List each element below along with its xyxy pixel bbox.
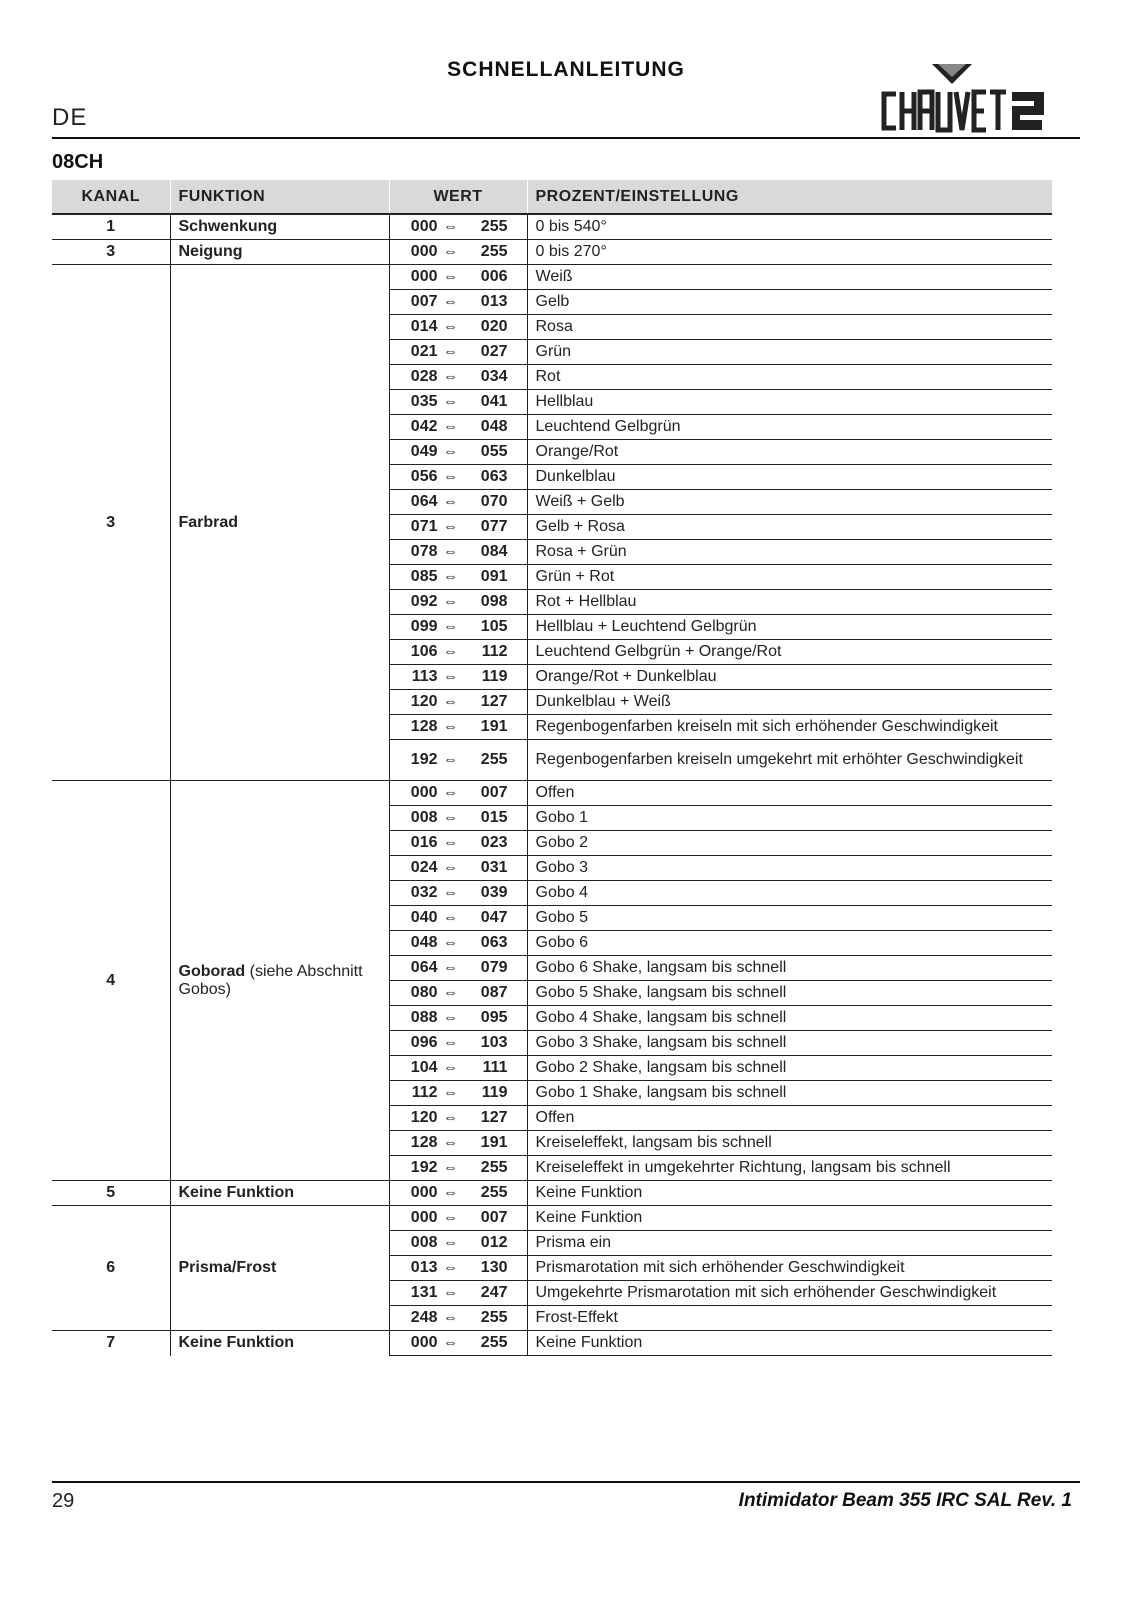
- value-from: 085: [410, 568, 438, 585]
- value-to: 055: [480, 443, 508, 460]
- value-from: 042: [410, 418, 438, 435]
- value-from: 092: [410, 593, 438, 610]
- value-to: 091: [480, 568, 508, 585]
- page-number: 29: [52, 1490, 75, 1512]
- range-arrow-icon: ⇔: [443, 443, 458, 460]
- dmx-value-range: [389, 1056, 527, 1081]
- value-from: 021: [410, 343, 438, 360]
- value-to: 012: [480, 1234, 508, 1251]
- dmx-value-range: [389, 715, 527, 740]
- setting-description: Rot: [527, 365, 1052, 390]
- value-from: 000: [410, 218, 438, 235]
- function-name: Schwenkung: [178, 218, 278, 235]
- value-from: 080: [410, 984, 438, 1001]
- value-from: 008: [410, 1234, 438, 1251]
- setting-description: Gobo 3 Shake, langsam bis schnell: [527, 1031, 1052, 1056]
- range-arrow-icon: ⇔: [443, 784, 458, 801]
- range-arrow-icon: ⇔: [443, 984, 458, 1001]
- column-header-wert: WERT: [389, 180, 527, 214]
- range-arrow-icon: ⇔: [443, 834, 458, 851]
- dmx-value-range: [389, 1281, 527, 1306]
- value-from: 128: [410, 1134, 438, 1151]
- value-to: 006: [480, 268, 508, 285]
- range-arrow-icon: ⇔: [443, 568, 458, 585]
- setting-description: Orange/Rot + Dunkelblau: [527, 665, 1052, 690]
- range-arrow-icon: ⇔: [443, 909, 458, 926]
- value-from: 032: [410, 884, 438, 901]
- dmx-value-range: [389, 340, 527, 365]
- value-from: 064: [410, 493, 438, 510]
- setting-description: Weiß: [527, 265, 1052, 290]
- setting-description: Kreiseleffekt in umgekehrter Richtung, langsam bis schnell: [527, 1156, 1052, 1181]
- range-arrow-icon: ⇔: [443, 1334, 458, 1351]
- range-arrow-icon: ⇔: [443, 218, 458, 235]
- value-from: 192: [410, 751, 438, 768]
- value-to: 031: [480, 859, 508, 876]
- value-to: 063: [480, 934, 508, 951]
- function-name: Neigung: [178, 243, 243, 260]
- value-to: 098: [480, 593, 508, 610]
- dmx-value-range: [389, 540, 527, 565]
- language-code: DE: [52, 104, 88, 131]
- setting-description: 0 bis 540°: [527, 214, 1052, 240]
- value-from: 248: [410, 1309, 438, 1326]
- range-arrow-icon: ⇔: [443, 1084, 458, 1101]
- setting-description: Gobo 4 Shake, langsam bis schnell: [527, 1006, 1052, 1031]
- dmx-value-range: [389, 906, 527, 931]
- setting-description: Gobo 1: [527, 806, 1052, 831]
- dmx-value-range: [389, 1106, 527, 1131]
- value-from: 099: [410, 618, 438, 635]
- range-arrow-icon: ⇔: [443, 859, 458, 876]
- dmx-value-range: [389, 981, 527, 1006]
- value-from: 049: [410, 443, 438, 460]
- value-from: 113: [411, 668, 438, 685]
- setting-description: Weiß + Gelb: [527, 490, 1052, 515]
- value-from: 008: [410, 809, 438, 826]
- channel-function: [170, 1206, 389, 1331]
- dmx-value-range: [389, 214, 527, 240]
- value-to: 130: [480, 1259, 508, 1276]
- value-to: 070: [480, 493, 508, 510]
- range-arrow-icon: ⇔: [443, 693, 458, 710]
- value-from: 056: [410, 468, 438, 485]
- dmx-value-range: [389, 1131, 527, 1156]
- dmx-value-range: [389, 881, 527, 906]
- dmx-value-range: [389, 956, 527, 981]
- value-from: 131: [410, 1284, 438, 1301]
- range-arrow-icon: ⇔: [443, 618, 458, 635]
- value-from: 000: [410, 1334, 438, 1351]
- dmx-value-range: [389, 1306, 527, 1331]
- setting-description: Leuchtend Gelbgrün: [527, 415, 1052, 440]
- value-to: 255: [480, 1184, 508, 1201]
- setting-description: Orange/Rot: [527, 440, 1052, 465]
- dmx-value-range: [389, 690, 527, 715]
- value-to: 023: [480, 834, 508, 851]
- table-row: [52, 1181, 1052, 1206]
- channel-function: [170, 781, 389, 1181]
- value-to: 127: [480, 1109, 508, 1126]
- value-from: 088: [410, 1009, 438, 1026]
- value-from: 007: [410, 293, 438, 310]
- table-header-row: [52, 180, 1052, 214]
- dmx-value-range: [389, 490, 527, 515]
- setting-description: Grün + Rot: [527, 565, 1052, 590]
- value-from: 112: [411, 1084, 438, 1101]
- dmx-value-range: [389, 1231, 527, 1256]
- value-to: 007: [480, 784, 508, 801]
- setting-description: Gobo 1 Shake, langsam bis schnell: [527, 1081, 1052, 1106]
- range-arrow-icon: ⇔: [443, 718, 458, 735]
- setting-description: Regenbogenfarben kreiseln umgekehrt mit erhöhter Geschwindigkeit: [527, 740, 1052, 781]
- channel-number: 7: [52, 1331, 170, 1356]
- channel-function: [170, 240, 389, 265]
- setting-description: Gobo 5: [527, 906, 1052, 931]
- setting-description: Keine Funktion: [527, 1181, 1052, 1206]
- dmx-value-range: [389, 565, 527, 590]
- value-to: 191: [480, 718, 508, 735]
- channel-number: 3: [52, 265, 170, 781]
- setting-description: Gelb: [527, 290, 1052, 315]
- value-to: 079: [480, 959, 508, 976]
- value-to: 063: [480, 468, 508, 485]
- dmx-value-range: [389, 615, 527, 640]
- value-from: 096: [410, 1034, 438, 1051]
- dmx-value-range: [389, 1181, 527, 1206]
- dmx-value-range: [389, 415, 527, 440]
- value-from: 024: [410, 859, 438, 876]
- channel-function: [170, 1181, 389, 1206]
- range-arrow-icon: ⇔: [443, 1134, 458, 1151]
- value-from: 000: [410, 268, 438, 285]
- dmx-value-range: [389, 315, 527, 340]
- table-body: [52, 214, 1052, 1356]
- dmx-value-range: [389, 931, 527, 956]
- header-rule: [52, 137, 1080, 139]
- range-arrow-icon: ⇔: [443, 1184, 458, 1201]
- value-to: 034: [480, 368, 508, 385]
- range-arrow-icon: ⇔: [443, 1059, 458, 1076]
- range-arrow-icon: ⇔: [443, 1009, 458, 1026]
- value-to: 084: [480, 543, 508, 560]
- setting-description: Rot + Hellblau: [527, 590, 1052, 615]
- dmx-value-range: [389, 590, 527, 615]
- table-row: [52, 1206, 1052, 1231]
- setting-description: Prisma ein: [527, 1231, 1052, 1256]
- setting-description: Offen: [527, 1106, 1052, 1131]
- dmx-value-range: [389, 831, 527, 856]
- value-from: 000: [410, 1184, 438, 1201]
- function-name: Keine Funktion: [178, 1184, 295, 1201]
- value-to: 103: [480, 1034, 508, 1051]
- dmx-value-range: [389, 465, 527, 490]
- setting-description: Grün: [527, 340, 1052, 365]
- setting-description: Regenbogenfarben kreiseln mit sich erhöhender Geschwindigkeit: [527, 715, 1052, 740]
- range-arrow-icon: ⇔: [443, 518, 458, 535]
- dmx-value-range: [389, 390, 527, 415]
- range-arrow-icon: ⇔: [443, 1034, 458, 1051]
- setting-description: Leuchtend Gelbgrün + Orange/Rot: [527, 640, 1052, 665]
- range-arrow-icon: ⇔: [443, 543, 458, 560]
- value-to: 255: [480, 218, 508, 235]
- dmx-value-range: [389, 640, 527, 665]
- value-to: 255: [480, 243, 508, 260]
- value-from: 014: [410, 318, 438, 335]
- setting-description: Gobo 2 Shake, langsam bis schnell: [527, 1056, 1052, 1081]
- setting-description: Kreiseleffekt, langsam bis schnell: [527, 1131, 1052, 1156]
- setting-description: Rosa: [527, 315, 1052, 340]
- value-from: 104: [410, 1059, 438, 1076]
- value-to: 255: [480, 1309, 508, 1326]
- setting-description: Dunkelblau + Weiß: [527, 690, 1052, 715]
- range-arrow-icon: ⇔: [443, 1109, 458, 1126]
- value-to: 119: [481, 1084, 508, 1101]
- dmx-channel-table: [52, 180, 1052, 1356]
- value-to: 127: [480, 693, 508, 710]
- channel-function: [170, 214, 389, 240]
- dmx-value-range: [389, 1206, 527, 1231]
- value-to: 041: [480, 393, 508, 410]
- range-arrow-icon: ⇔: [443, 468, 458, 485]
- value-to: 015: [480, 809, 508, 826]
- setting-description: Gobo 6: [527, 931, 1052, 956]
- table-row: [52, 240, 1052, 265]
- setting-description: Keine Funktion: [527, 1331, 1052, 1356]
- range-arrow-icon: ⇔: [443, 1159, 458, 1176]
- value-to: 255: [480, 1159, 508, 1176]
- value-to: 077: [480, 518, 508, 535]
- dmx-value-range: [389, 1156, 527, 1181]
- range-arrow-icon: ⇔: [443, 1209, 458, 1226]
- setting-description: Offen: [527, 781, 1052, 806]
- setting-description: Prismarotation mit sich erhöhender Geschwindigkeit: [527, 1256, 1052, 1281]
- table-row: [52, 265, 1052, 290]
- range-arrow-icon: ⇔: [443, 1234, 458, 1251]
- value-to: 047: [480, 909, 508, 926]
- setting-description: Gelb + Rosa: [527, 515, 1052, 540]
- channel-number: 6: [52, 1206, 170, 1331]
- range-arrow-icon: ⇔: [443, 643, 458, 660]
- range-arrow-icon: ⇔: [443, 293, 458, 310]
- value-from: 048: [410, 934, 438, 951]
- value-from: 035: [410, 393, 438, 410]
- section-title: 08CH: [52, 151, 104, 173]
- column-header-einstellung: PROZENT/EINSTELLUNG: [527, 180, 1052, 214]
- function-note: (siehe Abschnitt Gobos): [178, 962, 363, 998]
- dmx-value-range: [389, 1256, 527, 1281]
- range-arrow-icon: ⇔: [443, 884, 458, 901]
- value-from: 078: [410, 543, 438, 560]
- channel-function: [170, 1331, 389, 1356]
- dmx-value-range: [389, 290, 527, 315]
- range-arrow-icon: ⇔: [443, 418, 458, 435]
- setting-description: 0 bis 270°: [527, 240, 1052, 265]
- range-arrow-icon: ⇔: [443, 268, 458, 285]
- setting-description: Dunkelblau: [527, 465, 1052, 490]
- value-to: 020: [480, 318, 508, 335]
- setting-description: Gobo 2: [527, 831, 1052, 856]
- value-from: 120: [410, 693, 438, 710]
- value-to: 191: [480, 1134, 508, 1151]
- value-to: 087: [480, 984, 508, 1001]
- range-arrow-icon: ⇔: [443, 1309, 458, 1326]
- setting-description: Gobo 3: [527, 856, 1052, 881]
- value-to: 039: [480, 884, 508, 901]
- value-to: 247: [480, 1284, 508, 1301]
- value-from: 016: [410, 834, 438, 851]
- range-arrow-icon: ⇔: [443, 243, 458, 260]
- value-from: 106: [410, 643, 438, 660]
- value-to: 111: [482, 1059, 508, 1076]
- dmx-value-range: [389, 806, 527, 831]
- table-row: [52, 1331, 1052, 1356]
- range-arrow-icon: ⇔: [443, 318, 458, 335]
- chauvet-dj-logo: [880, 62, 1070, 138]
- channel-number: 5: [52, 1181, 170, 1206]
- setting-description: Hellblau + Leuchtend Gelbgrün: [527, 615, 1052, 640]
- range-arrow-icon: ⇔: [443, 343, 458, 360]
- dmx-value-range: [389, 1006, 527, 1031]
- range-arrow-icon: ⇔: [443, 809, 458, 826]
- range-arrow-icon: ⇔: [443, 493, 458, 510]
- value-from: 064: [410, 959, 438, 976]
- dmx-value-range: [389, 265, 527, 290]
- setting-description: Hellblau: [527, 390, 1052, 415]
- channel-number: 3: [52, 240, 170, 265]
- dmx-value-range: [389, 781, 527, 806]
- range-arrow-icon: ⇔: [443, 751, 458, 768]
- channel-function: [170, 265, 389, 781]
- value-from: 192: [410, 1159, 438, 1176]
- document-title: Intimidator Beam 355 IRC SAL Rev. 1: [738, 1490, 1072, 1511]
- range-arrow-icon: ⇔: [443, 1259, 458, 1276]
- range-arrow-icon: ⇔: [443, 368, 458, 385]
- value-to: 027: [480, 343, 508, 360]
- value-from: 040: [410, 909, 438, 926]
- page-title: SCHNELLANLEITUNG: [447, 58, 685, 81]
- range-arrow-icon: ⇔: [443, 934, 458, 951]
- value-from: 128: [410, 718, 438, 735]
- dmx-value-range: [389, 1331, 527, 1356]
- value-to: 048: [480, 418, 508, 435]
- column-header-kanal: KANAL: [52, 180, 170, 214]
- function-name: Keine Funktion: [178, 1334, 295, 1352]
- channel-number: 1: [52, 214, 170, 240]
- table-row: [52, 781, 1052, 806]
- dmx-value-range: [389, 440, 527, 465]
- value-from: 013: [410, 1259, 438, 1276]
- value-to: 007: [480, 1209, 508, 1226]
- table-row: [52, 214, 1052, 240]
- setting-description: Keine Funktion: [527, 1206, 1052, 1231]
- setting-description: Umgekehrte Prismarotation mit sich erhöhender Geschwindigkeit: [527, 1281, 1052, 1306]
- setting-description: Frost-Effekt: [527, 1306, 1052, 1331]
- dmx-value-range: [389, 365, 527, 390]
- setting-description: Rosa + Grün: [527, 540, 1052, 565]
- dmx-value-range: [389, 1031, 527, 1056]
- dmx-value-range: [389, 665, 527, 690]
- dmx-value-range: [389, 240, 527, 265]
- value-to: 119: [481, 668, 508, 685]
- value-from: 120: [410, 1109, 438, 1126]
- range-arrow-icon: ⇔: [443, 393, 458, 410]
- dmx-value-range: [389, 515, 527, 540]
- range-arrow-icon: ⇔: [443, 1284, 458, 1301]
- value-from: 028: [410, 368, 438, 385]
- range-arrow-icon: ⇔: [443, 668, 458, 685]
- setting-description: Gobo 5 Shake, langsam bis schnell: [527, 981, 1052, 1006]
- function-name: Farbrad: [178, 513, 239, 531]
- value-to: 112: [481, 643, 508, 660]
- value-to: 255: [480, 1334, 508, 1351]
- setting-description: Gobo 6 Shake, langsam bis schnell: [527, 956, 1052, 981]
- value-from: 000: [410, 1209, 438, 1226]
- function-name: Goborad: [178, 962, 246, 980]
- value-to: 105: [480, 618, 508, 635]
- dmx-value-range: [389, 1081, 527, 1106]
- setting-description: Gobo 4: [527, 881, 1052, 906]
- dmx-value-range: [389, 856, 527, 881]
- dmx-value-range: [389, 740, 527, 781]
- range-arrow-icon: ⇔: [443, 593, 458, 610]
- value-from: 000: [410, 784, 438, 801]
- range-arrow-icon: ⇔: [443, 959, 458, 976]
- value-to: 095: [480, 1009, 508, 1026]
- value-to: 013: [480, 293, 508, 310]
- function-name: Prisma/Frost: [178, 1259, 277, 1276]
- value-to: 255: [480, 751, 508, 768]
- value-from: 000: [410, 243, 438, 260]
- value-from: 071: [410, 518, 438, 535]
- channel-number: 4: [52, 781, 170, 1181]
- column-header-funktion: FUNKTION: [170, 180, 389, 214]
- footer-rule: [52, 1481, 1080, 1483]
